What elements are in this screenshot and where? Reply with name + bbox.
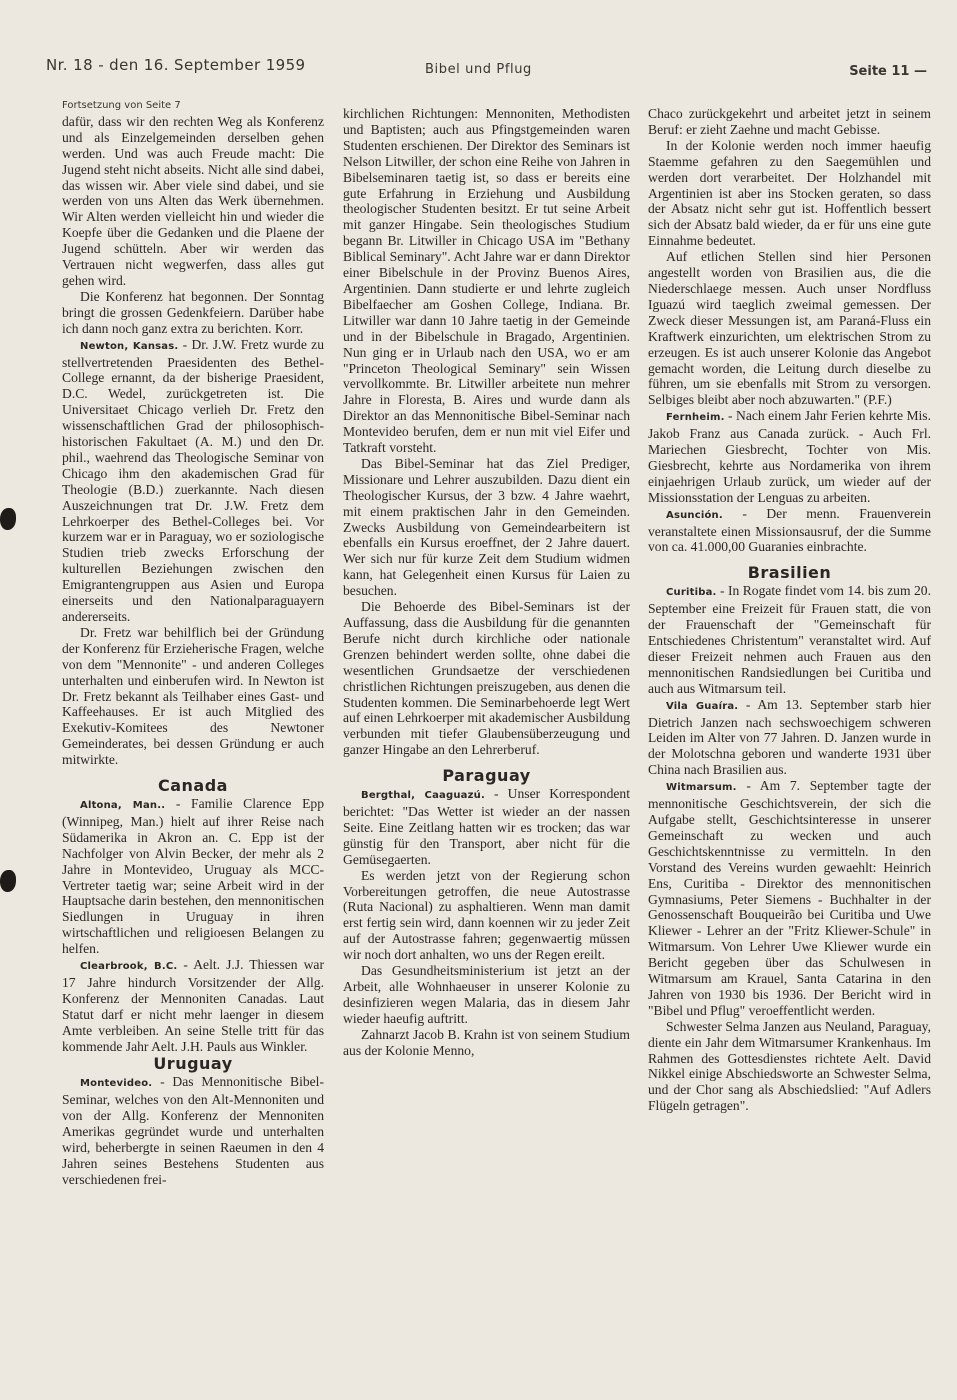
binding-hole-mark xyxy=(0,870,16,892)
issue-date: Nr. 18 - den 16. September 1959 xyxy=(46,56,306,74)
section-heading-paraguay: Paraguay xyxy=(442,766,531,786)
section-heading-canada: Canada xyxy=(158,776,228,796)
news-text: - Aelt. J.J. Thiessen war 17 Jahre hindurch Vorsitzender der Allg. Konferenz der Mennoniten Canadas. Laut Statut darf er nicht mehr laenger in diesem Amte verbleiben. An seine Stelle tritt für das kommende Jahr Aelt. J.H. Pauls aus Winkler. xyxy=(62,957,324,1054)
news-item-clearbrook xyxy=(62,957,324,1054)
paragraph: Chaco zurückgekehrt und arbeitet jetzt in seinem Beruf: er zieht Zaehne und macht Gebisse. xyxy=(648,106,931,137)
place-name: Clearbrook, B.C. xyxy=(80,961,178,973)
news-text: - Am 13. September starb hier Dietrich Janzen nach sechswoechigem schweren Leiden im Alter von 77 Jahren. D. Janzen wurde in der Molotschna geboren und wanderte 1931 über China nach Brasilien aus. xyxy=(648,696,931,778)
paragraph: Dr. Fretz war behilflich bei der Gründung der Konferenz für Erzieherische Fragen, welche von dem "Mennonite" - und anderen Colleges unterhalten und einberufen wird. In Newton ist Dr. Fretz bekannt als Teilhaber eines Gast- und Kaffeehauses. Er ist auch Mitglied des Exekutiv-Komitees des Newtoner Gemeinderates, bei dessen Gründung er auch mitwirkte. xyxy=(62,624,324,768)
news-item-altona xyxy=(62,796,324,957)
news-item-witmarsum xyxy=(648,778,931,1019)
place-name: Newton, Kansas. xyxy=(80,340,179,352)
news-text: - Nach einem Jahr Ferien kehrte Mis. Jakob Franz aus Canada zurück. - Auch Frl. Mariechen Giesbrecht, Tochter von Mis. Giesbrecht, kehrte aus Nordamerika von ihrem einjaehrigen Urlaub zurück, um wieder auf der Missionsstation der Lenguas zu arbeiten. xyxy=(648,408,931,505)
news-item-curitiba xyxy=(648,583,931,696)
news-item-newton xyxy=(62,337,324,625)
paragraph: Die Konferenz hat begonnen. Der Sonntag bringt die grossen Gedenkfeiern. Darüber habe ich dann noch ganz extra zu berichten. Korr. xyxy=(62,288,324,336)
place-name: Bergthal, Caaguazú. xyxy=(361,790,485,802)
section-heading-brasilien: Brasilien xyxy=(747,563,832,583)
column-1 xyxy=(62,98,324,1374)
news-item-vila-guaira xyxy=(648,697,931,779)
place-name: Fernheim. xyxy=(666,412,725,424)
section-heading-uruguay: Uruguay xyxy=(153,1054,233,1074)
news-item-montevideo xyxy=(62,1074,324,1187)
column-2 xyxy=(343,106,630,1374)
place-name: Witmarsum. xyxy=(666,782,737,794)
paragraph: Das Gesundheitsministerium ist jetzt an der Arbeit, alle Wohnhaeuser in unserer Kolonie zu desinfizieren wegen Malaria, das in diesem Jahr wieder haeufig auftritt. xyxy=(343,963,630,1026)
news-text: - In Rogate findet vom 14. bis zum 20. September eine Freizeit für Frauen statt, die von der Frauenschaft der "Gemeinschaft für Entschiedenes Christentum" veranstaltet wird. Auf dieser Freizeit nehmen auch Frauen aus den mennonitischen Randsiedlungen bei Curitiba und auch aus Witmarsum teil. xyxy=(648,583,931,696)
news-item-bergthal xyxy=(343,786,630,868)
place-name: Asunción. xyxy=(666,509,723,521)
paragraph: Auf etlichen Stellen sind hier Personen angestellt worden von Brasilien aus, die die Niederschlaege messen. Auch unser Nordfluss Iguazú wird taeglich zweimal gemessen. Der Zweck dieser Messungen ist, am Paraná-Fluss ein Kraftwerk einzurichten, um elektrischen Strom zu erzeugen. Es ist auch unserer Kolonie das Angebot gemacht worden, die Leitung durch dieselbe zu führen, um sie ebenfalls mit Strom zu versorgen. Selbiges bleibt aber noch abzuwarten." (P.F.) xyxy=(648,249,931,408)
place-name: Montevideo. xyxy=(80,1078,153,1090)
paragraph: In der Kolonie werden noch immer haeufig Staemme gefahren zu den Saegemühlen und werden dort verarbeitet. Der Holzhandel mit Argentinien ist aber ins Stocken geraten, so dass der Absatz nicht sehr gut ist. Hoffentlich bessert sich der Absatz bald wieder, da er für uns eine gute Einnahme bedeutet. xyxy=(648,137,931,249)
continuation-note: Fortsetzung von Seite 7 xyxy=(62,100,181,111)
paragraph: dafür, dass wir den rechten Weg als Konferenz und als Einzelgemeinden derselben gehen werden. Und was auch Freude macht: Die Jugend steht nicht abseits. Nicht alle sind dabei, das wissen wir. Aber viele sind dabei, und sie werden von uns Alten das Werk übernehmen. Wir Alten werden vielleicht hin und wieder die Koepfe über die Gedanken und die Plaene der Jugend schütteln. Aber wir werden das Vertrauen nicht wegwerfen, dass alles gut gehen wird. xyxy=(62,113,324,288)
news-text: - Dr. J.W. Fretz wurde zu stellvertretenden Praesidenten des Bethel-College ernannt, da der bisherige Praesident, D.C. Wedel, zurückgetreten ist. Die Universitaet Chicago verlieh Dr. Fretz den wissenschaftlichen Grad der philosophisch-historischen Fakultaet (A. M.) und den Dr. phil., waehrend das Theologische Seminar von Chicago ihm den akademischen Grad für Theologie (B.D.) zuerkannte. Nach diesen Auszeichnungen trat Dr. J.W. Fretz dem Lehrkoerper des Bethel-Colleges bei. Vor kurzem war er in Paraguay, wo er soziologische Studien trieb zwecks Erforschung der kulturellen Beziehungen zwischen den Emigrantengruppen aus Asien und Europa einerseits und den Nationalparaguayern andererseits. xyxy=(62,336,324,624)
paragraph: kirchlichen Richtungen: Mennoniten, Methodisten und Baptisten; auch aus Pfingstgemeinden waren Studenten erschienen. Der Direktor des Seminars ist Nelson Litwiller, der schon eine Reihe von Jahren in Bibelseminaren taetig ist, so dass er bereits eine gute Erfahrung in Erziehung und Ausbildung theologischer Studenten besitzt. Er tut seine Arbeit mit ganzer Hingabe. Sein theologisches Studium begann Br. Litwiller in Chicago USA im "Bethany Biblical Seminary". Acht Jahre war er dann Direktor einer Bibelschule in der Provinz Buenos Aires, Argentinien. Dann studierte er und lehrte zugleich Bibelfaecher am Goshen College, Indiana. Br. Litwiller war dann 10 Jahre taetig in der Gemeinde und in der Bibelschule in Bragado, Argentinien. Nun ging er in Urlaub nach den USA, wo er am "Princeton Theological Seminary" sein Wissen vervollkommte. Br. Litwiller arbeitete nun mehrer Jahre in Floresta, B. Aires und wurde dann als Direktor an das Mennonitische Bibel-Seminar nach Montevideo berufen, dem er nun mit viel Eifer und Tatkraft vorsteht. xyxy=(343,106,630,456)
news-text: - Das Mennonitische Bibel-Seminar, welches von den Alt-Mennoniten und von der Allg. Konferenz der Mennoniten Amerikas gegründet wurde und unterhalten wird, beherbergte in seinen Raeumen in den 4 Jahren seines Bestehens Studenten aus verschiedenen frei- xyxy=(62,1074,324,1187)
place-name: Altona, Man.. xyxy=(80,799,166,811)
place-name: Curitiba. xyxy=(666,587,717,599)
news-text: - Am 7. September tagte der mennonitische Geschichtsverein, der sich die Aufgabe stellt, Geschichtsinteresse in unserer Gemeinschaft zu wecken und auch Geschichtskenntnisse zu vermitteln. In den Vorstand des Vereins wurden gewaehlt: Heinrich Ens, Curitiba - Direktor des mennonitischen Gymnasiums, Peter Siemens - Buchhalter in der Genossenschaft Bouqueirão bei Curitiba und Uwe Kliewer - Lehrer an der "Fritz Kliewer-Schule" in Witmarsum. Von Lehrer Uwe Kliewer wurde ein Bericht gegeben über das Schulwesen in Witmarsum am Krauel, Santa Catarina in den Jahren von 1930 bis 1936. Der Bericht wird in "Bibel und Pflug" veroeffentlicht werden. xyxy=(648,778,931,1018)
binding-hole-mark xyxy=(0,508,16,530)
paragraph: Die Behoerde des Bibel-Seminars ist der Auffassung, dass die Ausbildung für die genannten Berufe nicht durch kirchliche oder nationale Grenzen behindert werden sollte, ohne dabei die wesentlichen Grundsaetze der verschiedenen christlichen Richtungen preiszugeben, aus denen die Studenten kommen. Die Seminarbehoerde legt Wert auf einen Lehrkoerper mit akademischer Ausbildung verbunden mit tiefer Glaubensüberzeugung und ganzer Hingabe an den Lehrerberuf. xyxy=(343,599,630,758)
paragraph: Schwester Selma Janzen aus Neuland, Paraguay, diente ein Jahr dem Witmarsumer Krankenhaus. Im Rahmen des Gottesdienstes richtete Aelt. David Nikkel einige Abschiedsworte an Schwester Selma, und der Chor sang als Abschiedslied: "Auf Adlers Flügeln getragen". xyxy=(648,1018,931,1114)
news-text: - Der menn. Frauenverein veranstaltete einen Missionsausruf, der die Summe von ca. 41.000,00 Guaranies einbrachte. xyxy=(648,505,931,555)
paragraph: Das Bibel-Seminar hat das Ziel Prediger, Missionare und Lehrer auszubilden. Dazu dient ein Theologischer Kursus, der 3 bzw. 4 Jahre waehrt, mit einem praktischen Jahr in den Gemeinden. Zwecks Ausbildung von Gemeindearbeitern ist ebenfalls ein Kursus eroeffnet, der 2 Jahre dauert. Wer sich nur für kurze Zeit dem Studium widmen kann, hat Gelegenheit einen Kursus für Laien zu besuchen. xyxy=(343,455,630,599)
news-item-asuncion xyxy=(648,506,931,556)
place-name: Vila Guaíra. xyxy=(666,700,739,712)
page-number: Seite 11 — xyxy=(849,64,927,79)
column-3 xyxy=(648,106,931,1374)
news-text: - Unser Korrespondent berichtet: "Das Wetter ist wieder an der nassen Seite. Eine Zeitlang hatten wir es trocken; das war günstig für den Transport, aber nicht für die Gemüsegaerten. xyxy=(343,786,630,867)
paper-name: Bibel und Pflug xyxy=(425,62,532,77)
news-text: - Familie Clarence Epp (Winnipeg, Man.) hielt auf ihrer Reise nach Südamerika in Akron an. C. Epp ist der Nachfolger von Alvin Becker, der mehr als 2 Jahre in Montevideo, Uruguay als MCC-Vertreter taetig war; seine Arbeit wird in der Hauptsache darin bestehen, den mennonitischen Siedlungen in Uruguay in ihren wirtschaftlichen und religioesen Belangen zu helfen. xyxy=(62,795,324,957)
news-item-fernheim xyxy=(648,408,931,505)
paragraph: Zahnarzt Jacob B. Krahn ist von seinem Studium aus der Kolonie Menno, xyxy=(343,1026,630,1058)
paragraph: Es werden jetzt von der Regierung schon Vorbereitungen getroffen, die neue Autostrasse (Ruta Nacional) zu asphaltieren. Wenn man damit erst fertig sein wird, dann koennen wir zu jeder Zeit auf der Autostrasse fahren; gegenwaertig müssen wir noch dort anhalten, wo uns der Regen ereilt. xyxy=(343,867,630,963)
